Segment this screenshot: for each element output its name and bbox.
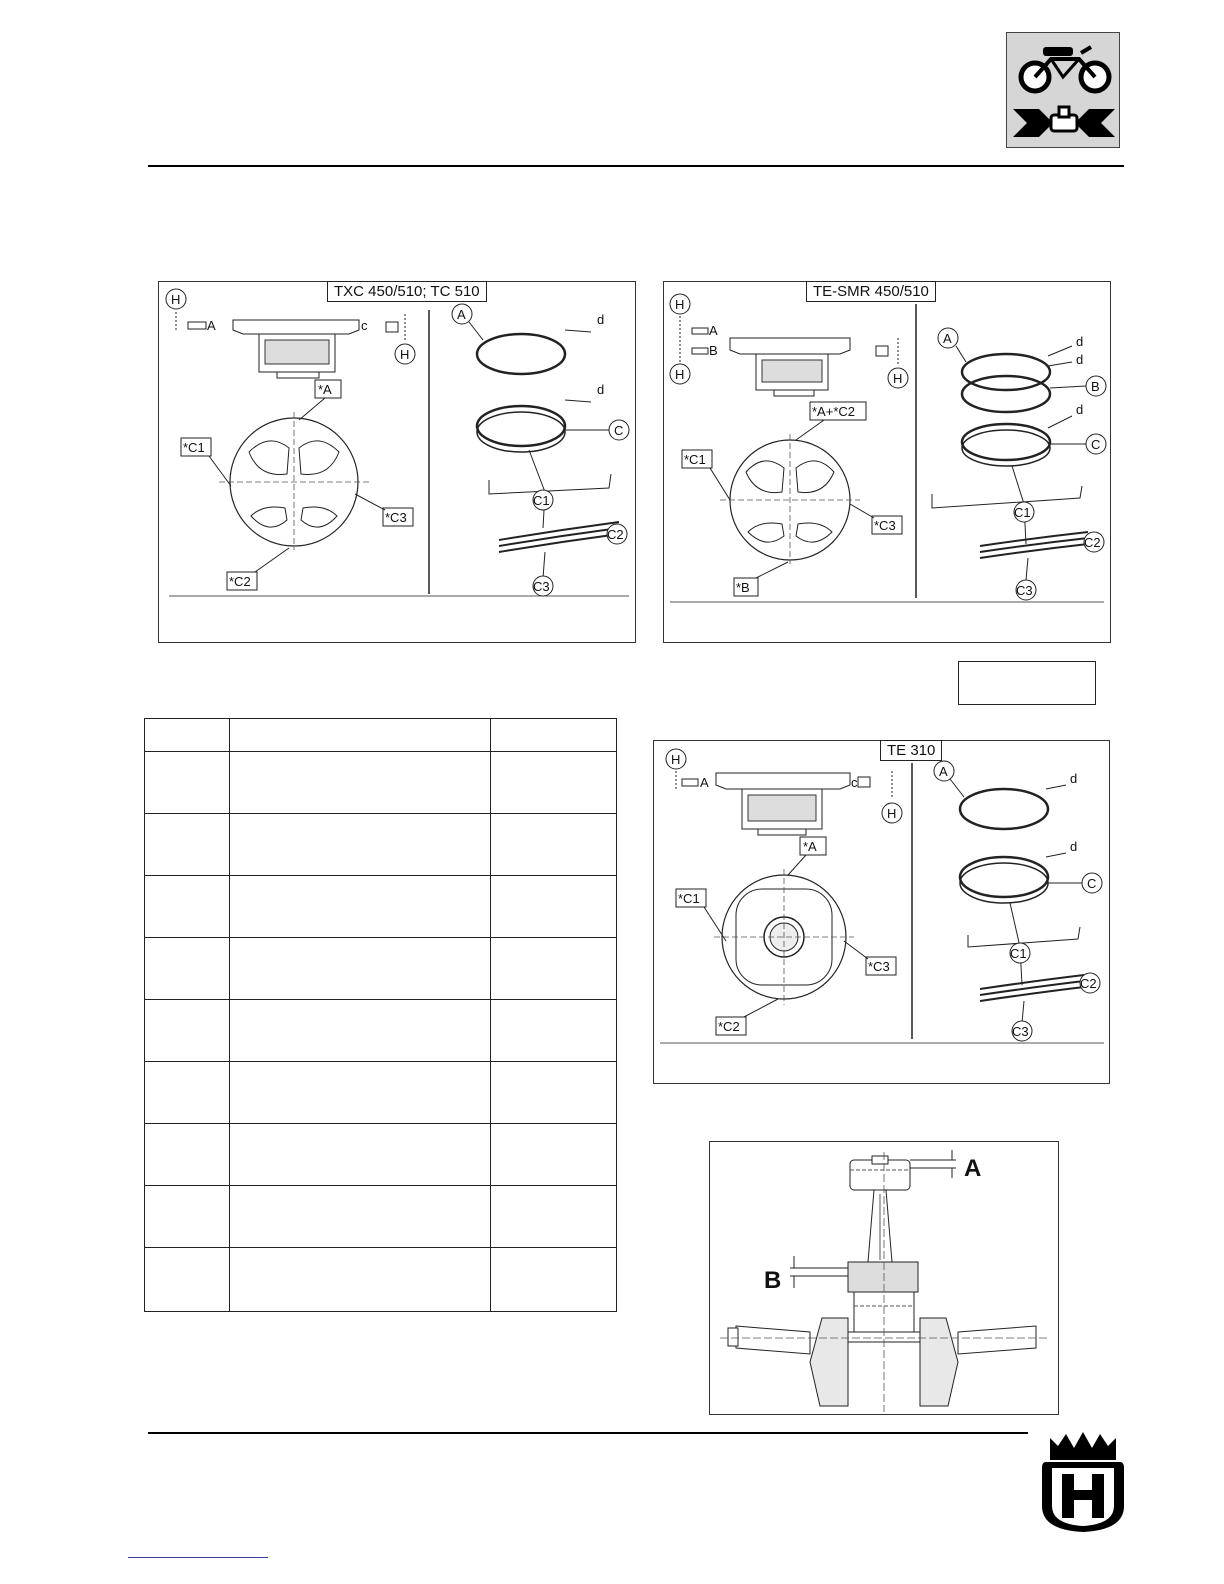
fig2-a-label: A [943,331,952,346]
table-cell [145,938,230,1000]
fig1-a-label: A [457,307,466,322]
footer-link-underline[interactable] [128,1557,268,1558]
fig2-star-a-c2: *A+*C2 [812,404,855,419]
table-cell [230,876,491,938]
table-cell [230,752,491,814]
table-cell [230,1124,491,1186]
figure-piston-rings-txc [158,281,636,643]
crank-label-a: A [964,1155,982,1182]
fig3-star-c1: *C1 [678,891,700,906]
table-cell [491,814,617,876]
fig2-b-label: B [1091,379,1100,394]
fig3-a-small: A [700,775,709,790]
table-row [145,752,617,814]
empty-label-box [958,661,1096,705]
header-rule [148,165,1124,167]
section-icon-box [1006,32,1120,148]
table-cell [145,1248,230,1312]
table-cell [491,938,617,1000]
fig1-star-c1: *C1 [183,440,205,455]
fig1-c3-label: C3 [533,579,550,594]
figure-connecting-rod-clearance [709,1141,1059,1415]
table-cell [491,1248,617,1312]
fig2-c3-label: C3 [1016,583,1033,598]
fig1-c-small: c [361,318,368,333]
table-cell [491,719,617,752]
fig1-title: TXC 450/510; TC 510 [327,281,487,302]
fig2-d-label-2: d [1076,352,1084,367]
table-row [145,1124,617,1186]
fig3-c1-label: C1 [1010,946,1027,961]
table-cell [230,814,491,876]
fig2-star-c3: *C3 [874,518,896,533]
fig2-c2-label: C2 [1084,535,1101,550]
table-cell [145,719,230,752]
table-cell [145,1062,230,1124]
fig2-h-label-3: H [893,371,903,386]
fig1-star-c3: *C3 [385,510,407,525]
table-cell [491,1124,617,1186]
fig3-c3-label: C3 [1012,1024,1029,1039]
fig1-h-label-2: H [400,347,410,362]
table-cell [491,752,617,814]
table-cell [230,938,491,1000]
fig1-c-label: C [614,423,624,438]
fig2-c1-label: C1 [1014,505,1031,520]
fig1-star-a: *A [318,382,332,397]
fig2-c-label: C [1091,437,1101,452]
fig3-c-label: C [1087,876,1097,891]
table-cell [230,1248,491,1312]
table-cell [230,1186,491,1248]
fig2-star-c1: *C1 [684,452,706,467]
fig2-d-label-3: d [1076,402,1084,417]
figure-piston-rings-te310 [653,740,1110,1084]
fig1-c1-label: C1 [533,493,550,508]
motorcycle-engine-assembly-icon [1007,33,1121,149]
table-cell [491,1186,617,1248]
table-row [145,1000,617,1062]
fig3-d-label-1: d [1070,771,1078,786]
table-cell [145,752,230,814]
fig1-c2-label: C2 [607,527,624,542]
table-cell [491,1062,617,1124]
fig3-title: TE 310 [880,740,942,761]
fig3-d-label-2: d [1070,839,1078,854]
fig1-a-small: A [207,318,216,333]
table-row [145,876,617,938]
table-row [145,814,617,876]
table-row [145,1248,617,1312]
fig3-a-label: A [939,764,948,779]
table-cell [145,814,230,876]
table-cell [145,1186,230,1248]
fig2-d-label-1: d [1076,334,1084,349]
fig2-h-label-1: H [675,297,685,312]
fig2-title: TE-SMR 450/510 [806,281,936,302]
fig2-h-label-2: H [675,367,685,382]
table-row [145,1062,617,1124]
fig3-star-a: *A [803,839,817,854]
table-cell [145,876,230,938]
fig2-b-small: B [709,343,718,358]
table-row [145,938,617,1000]
specification-table [144,718,617,1312]
fig3-h-label-1: H [671,752,681,767]
table-row [145,1186,617,1248]
table-cell [230,1000,491,1062]
fig1-h-label-1: H [171,292,181,307]
fig1-d-label-1: d [597,312,605,327]
fig1-star-c2: *C2 [229,574,251,589]
fig3-h-label-2: H [887,806,897,821]
table-cell [230,719,491,752]
table-cell [145,1124,230,1186]
fig2-star-b: *B [736,580,750,595]
table-cell [145,1000,230,1062]
fig3-c-small: c [851,775,858,790]
table-cell [491,876,617,938]
fig2-a-small: A [709,323,718,338]
table-header-row [145,719,617,752]
fig3-star-c2: *C2 [718,1019,740,1034]
table-cell [230,1062,491,1124]
fig1-d-label-2: d [597,382,605,397]
footer-rule [148,1432,1028,1434]
fig3-c2-label: C2 [1080,976,1097,991]
husqvarna-logo [1040,1430,1126,1534]
crank-label-b: B [764,1267,782,1294]
fig3-star-c3: *C3 [868,959,890,974]
table-cell [491,1000,617,1062]
figure-piston-rings-tesmr [663,281,1111,643]
